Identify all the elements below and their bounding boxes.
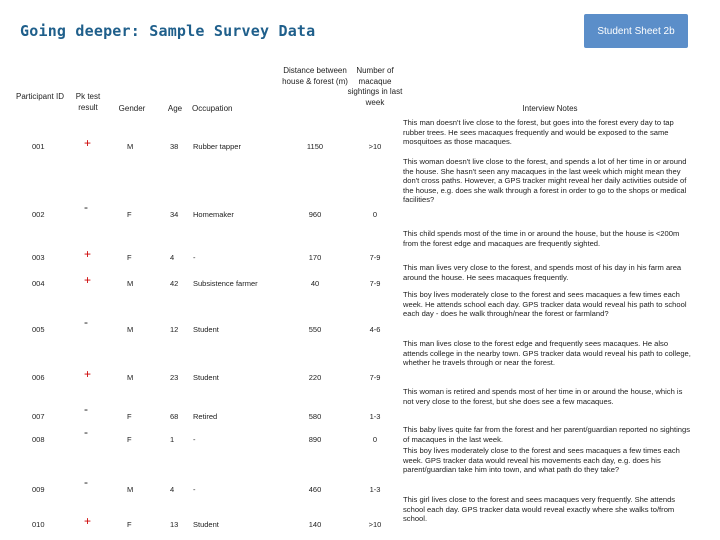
participant-id: 007 <box>32 412 45 421</box>
occupation: Student <box>193 325 219 334</box>
interview-note: This man lives very close to the forest, and spends most of his day in his farm area around the house. He sees macaques frequently. <box>403 263 682 282</box>
participant-id: 004 <box>32 279 45 288</box>
pk-test-result: + <box>84 367 92 381</box>
interview-note: This woman doesn't live close to the forest, and spends a lot of her time in or around the house. She hasn't seen any macaques in the last week which might mean they don't cross paths. However, a GPS tracker might reveal her daily activities outside of the house, e.g. does she walk through a forest in order to go to the shops or medical facilities? <box>403 157 687 205</box>
sightings: >10 <box>368 142 382 151</box>
distance: 460 <box>308 485 322 494</box>
age: 4 <box>170 485 175 494</box>
sightings: >10 <box>368 520 382 529</box>
header-age: Age <box>167 104 183 113</box>
occupation: Homemaker <box>193 210 234 219</box>
pk-test-result: + <box>84 247 92 261</box>
participant-id: 001 <box>32 142 45 151</box>
gender: M <box>127 325 134 334</box>
header-sightings: Number of macaque sightings in last week <box>347 66 403 107</box>
distance: 1150 <box>306 142 324 151</box>
interview-note: This man lives close to the forest edge and frequently sees macaques. He also attends college in the nearby town. GPS tracker data would reveal his path to college, whether he travels through or near the forest. <box>403 339 691 368</box>
student-sheet-badge: Student Sheet 2b <box>584 14 688 48</box>
header-gender: Gender <box>118 104 146 113</box>
age: 38 <box>170 142 179 151</box>
header-interview-notes: Interview Notes <box>522 104 578 113</box>
gender: M <box>127 279 134 288</box>
distance: 580 <box>308 412 322 421</box>
occupation: - <box>193 435 196 444</box>
age: 1 <box>170 435 175 444</box>
occupation: - <box>193 485 196 494</box>
participant-id: 010 <box>32 520 45 529</box>
pk-test-result: - <box>84 402 88 416</box>
sightings: 0 <box>372 435 378 444</box>
pk-test-result: + <box>84 136 92 150</box>
age: 23 <box>170 373 179 382</box>
gender: F <box>127 435 132 444</box>
sightings: 4-6 <box>369 325 381 334</box>
interview-note: This man doesn't live close to the forest, but goes into the forest every day to tap rubber trees. He sees macaques frequently and would be exposed to the same mosquitoes as those macaques. <box>403 118 674 147</box>
interview-note: This boy lives moderately close to the forest and sees macaques a few times each week. He attends school each day. GPS tracker data would reveal his path to school each day - does he walk through/near the forest or farmland? <box>403 290 687 319</box>
gender: M <box>127 142 134 151</box>
occupation: Subsistence farmer <box>193 279 258 288</box>
pk-test-result: + <box>84 514 92 528</box>
header-participant-id: Participant ID <box>15 92 65 101</box>
participant-id: 002 <box>32 210 45 219</box>
pk-test-result: - <box>84 315 88 329</box>
participant-id: 005 <box>32 325 45 334</box>
interview-note: This boy lives moderately close to the forest and sees macaques a few times each week. GPS tracker data would reveal his movements each day, e.g. does his parent/guardian take him into town, and what path do they take? <box>403 446 680 475</box>
header-occupation: Occupation <box>192 104 233 113</box>
sightings: 7-9 <box>369 279 381 288</box>
age: 12 <box>170 325 179 334</box>
gender: F <box>127 520 132 529</box>
gender: F <box>127 210 132 219</box>
participant-id: 009 <box>32 485 45 494</box>
occupation: Student <box>193 520 219 529</box>
pk-test-result: - <box>84 425 88 439</box>
interview-note: This woman is retired and spends most of her time in or around the house, which is not very close to the forest, but she does see a few macaques. <box>403 387 683 406</box>
distance: 170 <box>308 253 322 262</box>
pk-test-result: - <box>84 200 88 214</box>
gender: M <box>127 373 134 382</box>
sightings: 0 <box>372 210 378 219</box>
pk-test-result: - <box>84 475 88 489</box>
distance: 40 <box>310 279 320 288</box>
page-title: Going deeper: Sample Survey Data <box>20 22 316 40</box>
occupation: Retired <box>193 412 218 421</box>
age: 42 <box>170 279 179 288</box>
occupation: - <box>193 253 196 262</box>
interview-note: This girl lives close to the forest and sees macaques very frequently. She attends school each day. GPS tracker data would reveal exactly where she walks to/from school. <box>403 495 676 524</box>
header-pk-test: Pk test result <box>75 92 101 112</box>
participant-id: 006 <box>32 373 45 382</box>
gender: M <box>127 485 134 494</box>
age: 13 <box>170 520 179 529</box>
age: 68 <box>170 412 179 421</box>
sightings: 1-3 <box>369 485 381 494</box>
sightings: 7-9 <box>369 253 381 262</box>
distance: 960 <box>308 210 322 219</box>
occupation: Rubber tapper <box>193 142 241 151</box>
interview-note: This baby lives quite far from the forest and her parent/guardian reported no sightings of macaques in the last week. <box>403 425 691 444</box>
distance: 140 <box>308 520 322 529</box>
distance: 890 <box>308 435 322 444</box>
pk-test-result: + <box>84 273 92 287</box>
sightings: 7-9 <box>369 373 381 382</box>
participant-id: 003 <box>32 253 45 262</box>
gender: F <box>127 412 132 421</box>
age: 34 <box>170 210 179 219</box>
age: 4 <box>170 253 175 262</box>
interview-note: This child spends most of the time in or around the house, but the house is <200m from the forest edge and macaques are frequently sighted. <box>403 229 680 248</box>
participant-id: 008 <box>32 435 45 444</box>
header-distance: Distance between house & forest (m) <box>282 66 348 86</box>
distance: 550 <box>308 325 322 334</box>
gender: F <box>127 253 132 262</box>
sightings: 1-3 <box>369 412 381 421</box>
distance: 220 <box>308 373 322 382</box>
occupation: Student <box>193 373 219 382</box>
